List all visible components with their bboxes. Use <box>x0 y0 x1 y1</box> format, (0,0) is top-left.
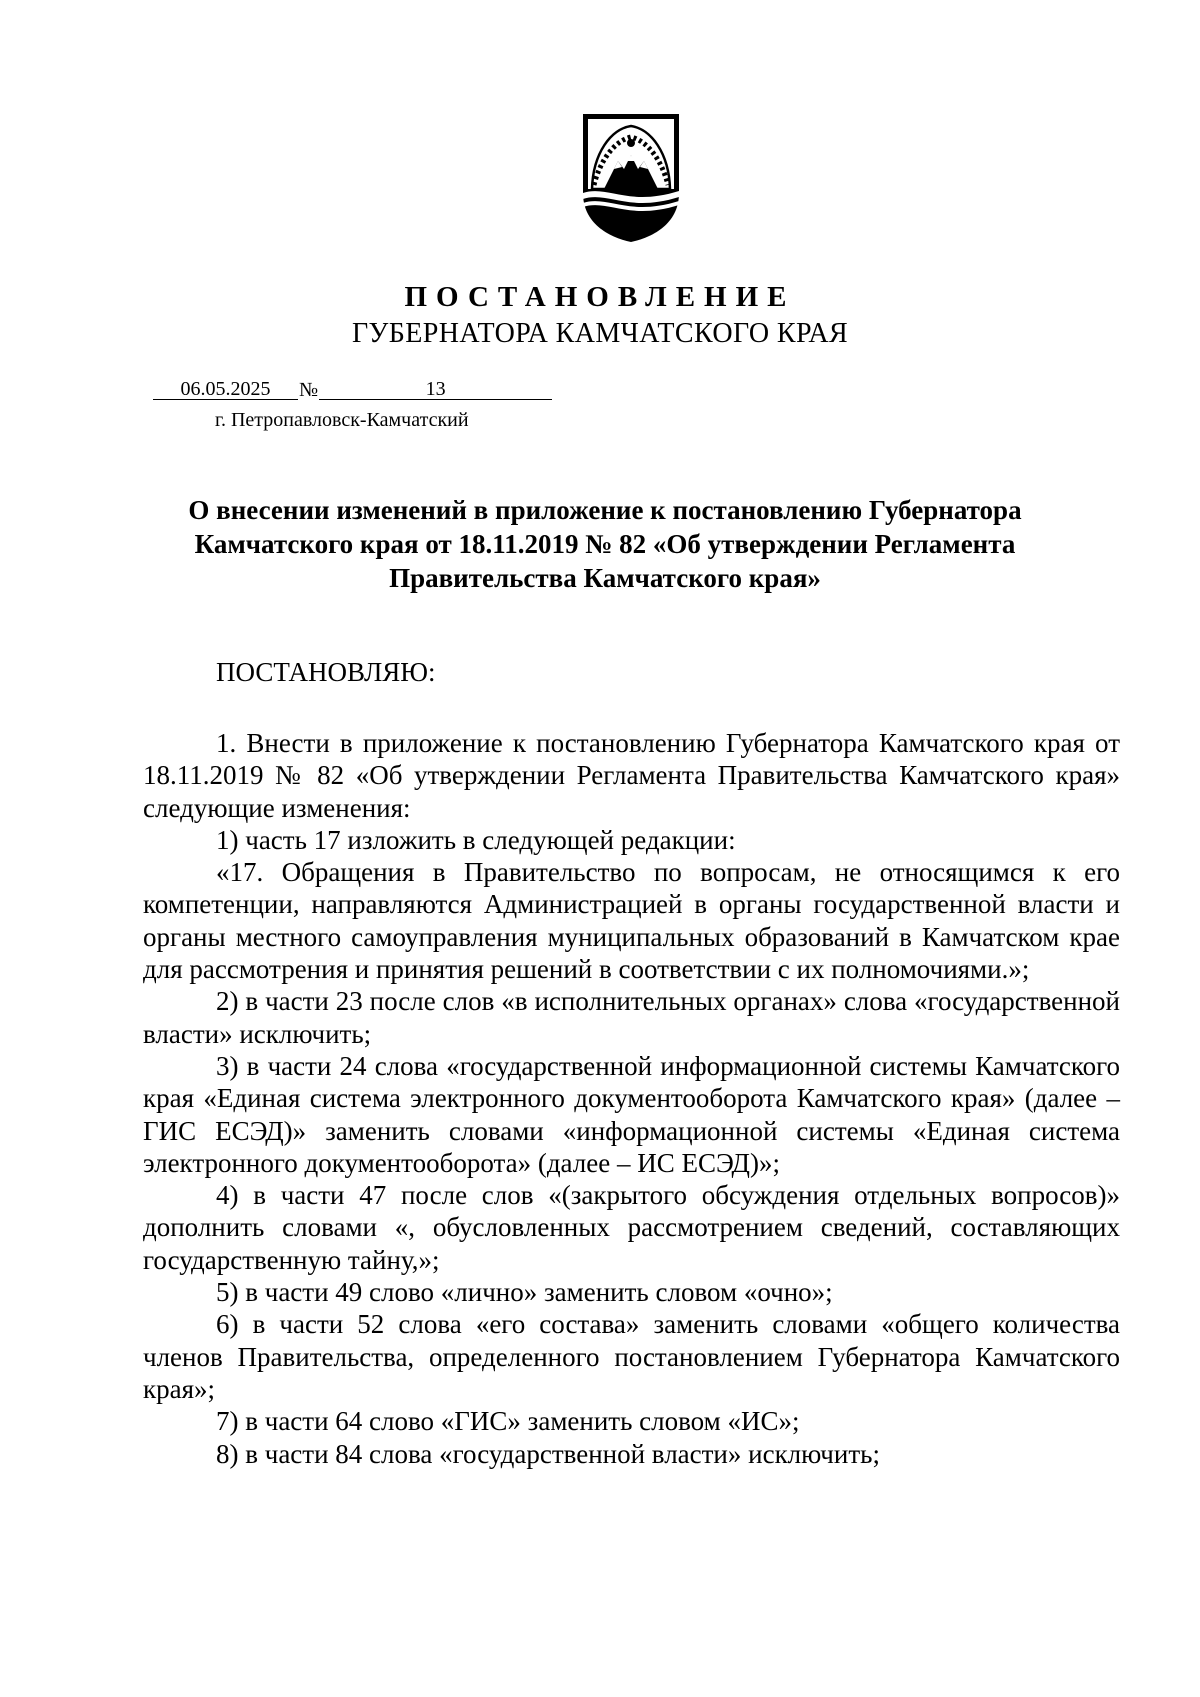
document-header <box>0 280 1200 350</box>
document-type-title: ПОСТАНОВЛЕНИЕ <box>404 281 796 313</box>
decree-word: ПОСТАНОВЛЯЮ: <box>216 657 436 687</box>
paragraph-3: «17. Обращения в Правительство по вопросам, не относящимся к его компетенции, направляются Администрацией в органы государственной власти и органы местного самоуправления муниципальных образований в Камчатском крае для рассмотрения и принятия решений в соответствии с их полномочиями.»; <box>143 857 1120 985</box>
kamchatka-coat-of-arms-icon <box>578 111 684 243</box>
paragraph-9: 7) в части 64 слово «ГИС» заменить словом «ИС»; <box>216 1406 800 1437</box>
number-sign: № <box>299 379 319 401</box>
issuing-authority: ГУБЕРНАТОРА КАМЧАТСКОГО КРАЯ <box>351 317 849 349</box>
paragraph-8: 6) в части 52 слова «его состава» заменить словами «общего количества членов Правительства, определенного постановлением Губернатора Камчатского края»; <box>143 1309 1120 1404</box>
paragraph-5: 3) в части 24 слова «государственной информационной системы Камчатского края «Единая система электронного документооборота Камчатского края» (далее – ГИС ЕСЭД)» заменить словами «информационной системы «Единая система электронного документооборота» (далее – ИС ЕСЭД)»; <box>143 1050 1120 1178</box>
document-city: г. Петропавловск-Камчатский <box>215 409 469 431</box>
paragraph-1: 1. Внести в приложение к постановлению Губернатора Камчатского края от 18.11.2019 № 82 «Об утверждении Регламента Правительства Камчатского края» следующие изменения: <box>143 728 1120 823</box>
paragraph-6: 4) в части 47 после слов «(закрытого обсуждения отдельных вопросов)» дополнить словами «, обусловленных рассмотрением сведений, составляющих государственную тайну,»; <box>143 1180 1120 1275</box>
paragraph-4: 2) в части 23 после слов «в исполнительных органах» слова «государственной власти» исключить; <box>143 986 1120 1049</box>
paragraph-7: 5) в части 49 слово «лично» заменить словом «очно»; <box>216 1277 833 1308</box>
document-meta <box>153 379 552 430</box>
paragraph-10: 8) в части 84 слова «государственной власти» исключить; <box>216 1438 880 1469</box>
document-date: 06.05.2025 <box>153 379 298 400</box>
document-subject: О внесении изменений в приложение к постановлению Губернатора Камчатского края от 18.11.2019 № 82 «Об утверждении Регламента Правительства Камчатского края» <box>188 495 1022 593</box>
date-number-line <box>153 379 552 400</box>
paragraph-2: 1) часть 17 изложить в следующей редакции: <box>216 824 736 855</box>
document-number: 13 <box>319 379 552 400</box>
document-body <box>143 727 1120 1470</box>
